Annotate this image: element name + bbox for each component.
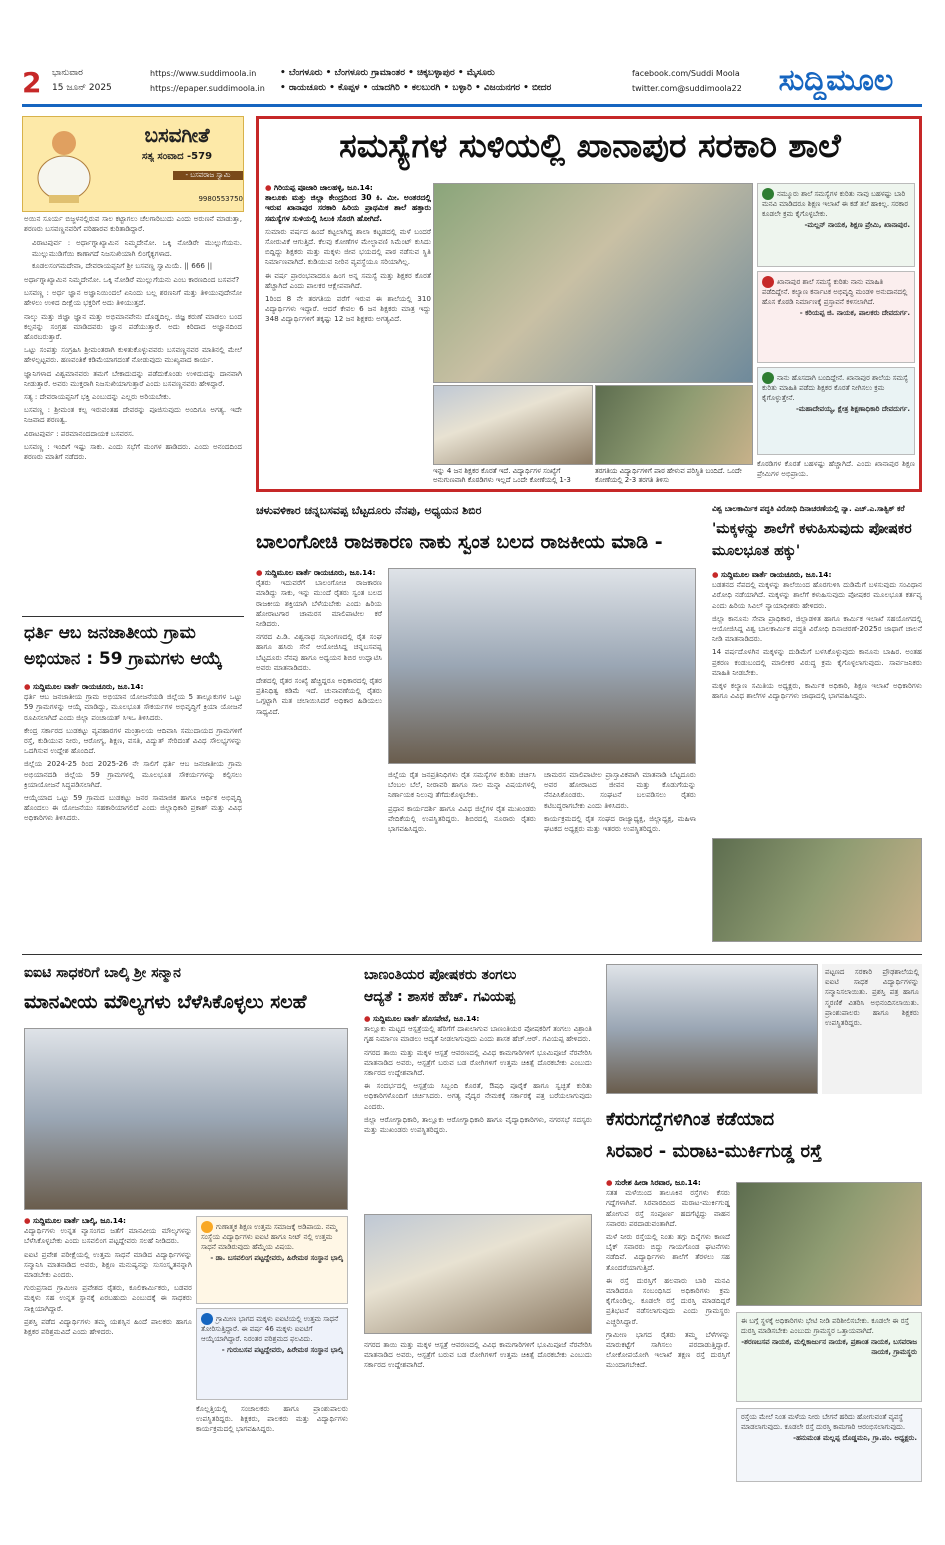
paragraph: ಪ್ರಧಾನ ಕಾರ್ಯದರ್ಶಿ ಹಾಗೂ ವಿವಿಧ ಜಿಲ್ಲೆಗಳ ರೈತ ಮುಖಂಡರು ವೇದಿಕೆಯಲ್ಲಿ ಉಪಸ್ಥಿತರಿದ್ದರು. ಶಿಬಿರದಲ್ಲಿ ನೂರಾರು ರೈತರು ಭಾಗವಹಿಸಿದ್ದರು. <box>388 803 536 834</box>
paragraph: ಬಸವಣ್ಣ : ಇಂದಿಗೆ ಇಷ್ಟು ಸಾಕು. ಎಂದು ಸಭೆಗೆ ಮಂಗಳ ಹಾಡಿದರು. ಎಂದು ಅನಂದದಿಂದ ಶರಣರು ಮಾತಿಗೆ ನಡೆದರು. <box>24 441 242 462</box>
quote-box <box>736 1312 922 1402</box>
balangochi-col2 <box>388 770 536 940</box>
byline: ● ಸುದ್ದಿಮೂಲ ವಾರ್ತೆ ರಾಯಚೂರು, ಜೂ.14: <box>712 570 922 580</box>
page-number: 2 <box>22 66 42 99</box>
social-links <box>632 66 752 96</box>
quote-attribution: - ಡಾ. ಬಸವಲಿಂಗ ಪಟ್ಟದ್ದೇವರು, ಹಿರೇಮಠ ಸಂಸ್ಥಾನ ಭಾಲ್ಕಿ <box>210 1254 343 1262</box>
paragraph: ಜ್ಞಾನಿಗಳಾದ ವಿಶ್ವಮಾನವರು ತಮಗೆ ಬೇಕಾದುದನ್ನು ಪಡೆದುಕೊಂಡು ಉಳಿದುದನ್ನು ದಾನವಾಗಿ ನೀಡುತ್ತಾರೆ. ಅವರು ಮುಕ್ತರಾಗಿ ನಿಜಸುಖಿಯಾಗುತ್ತಾರೆ ಎಂದು ಬಸವಣ್ಣನವರು ಹೇಳಿದ್ದಾರೆ. <box>24 368 242 388</box>
paragraph: ರೈತರು ಇದುವರೆಗೆ ಬಾಲಂಗೋಚಿ ರಾಜಕಾರಣ ಮಾಡಿದ್ದು ಸಾಕು, ಇನ್ನು ಮುಂದೆ ರೈತರು ಸ್ವಂತ ಬಲದ ರಾಜಕೀಯ ಶಕ್ತಿಯಾಗಿ ಬೆಳೆಯಬೇಕು ಎಂದು ಹಿರಿಯ ಹೋರಾಟಗಾರ ಚಾಮರಸ ಮಾಲಿಪಾಟೀಲ ಕರೆ ನೀಡಿದರು. <box>256 578 382 629</box>
quote-icon <box>762 188 774 200</box>
issue-date <box>52 66 142 96</box>
byline: ● ಸುದ್ದಿಮೂಲ ವಾರ್ತೆ ಬಾಲ್ಕಿ, ಜೂ.14: <box>24 1216 192 1226</box>
basavageete-author: - ಬಸವರಾಜ ಸ್ವಾಮಿ <box>173 171 243 180</box>
masthead-logo: ಸುದ್ದಿಮೂಲ <box>778 63 894 98</box>
baninti-col1 <box>364 1014 592 1210</box>
quote-box <box>757 367 915 455</box>
stage-event-photo <box>388 568 696 764</box>
khanapur-text <box>265 183 431 483</box>
paragraph: ವಿದ್ಯಾರ್ಥಿಗಳು ಉನ್ನತ ವ್ಯಾಸಂಗದ ಜತೆಗೆ ಮಾನವೀಯ ಮೌಲ್ಯಗಳನ್ನು ಬೆಳೆಸಿಕೊಳ್ಳಬೇಕು ಎಂದು ಬಸವಲಿಂಗ ಪಟ್ಟದ್ದೇವರು ಸಲಹೆ ನೀಡಿದರು. <box>24 1226 192 1246</box>
school-building-photo <box>433 183 753 383</box>
quote-text: ಈ ಬಗ್ಗೆ ಸ್ಥಳಕ್ಕೆ ಅಧಿಕಾರಿಗಳು ಭೇಟಿ ನೀಡಿ ಪರಿಶೀಲಿಸಬೇಕು. ಕೂಡಲೇ ಈ ರಸ್ತೆ ದುರಸ್ತಿ ಮಾಡಿಸಬೇಕು ಎಂಬುದು ಗ್ರಾಮಸ್ಥರ ಒತ್ತಾಯವಾಗಿದೆ. <box>741 1317 910 1335</box>
makkalanu-kicker: ವಿಶ್ವ ಬಾಲಕಾರ್ಮಿಕ ಪದ್ಧತಿ ವಿರೋಧಿ ದಿನಾಚರಣೆಯಲ್ಲಿ ನ್ಯಾ. ಎಚ್.ಎ.ಸಾತ್ವಿಕ್ ಕರೆ <box>712 504 905 513</box>
quote-text: ನಾನು ಹೊಸದಾಗಿ ಬಂದಿದ್ದೇನೆ. ಖಾನಾಪುರ ಶಾಲೆಯ ಸಮಸ್ಯೆ ಕುರಿತು ಮಾಹಿತಿ ಪಡೆದು ಶಿಕ್ಷಕರ ಕೊರತೆ ನೀಗಿಸಲು ಕ್ರಮ ಕೈಗೊಳ್ಳುತ್ತೇನೆ. <box>762 374 909 402</box>
column-divider <box>22 616 244 617</box>
paragraph: ಬಸವಣ್ಣ : ಶ್ರೀಮಂತ ಕಲ್ಪ ಇರುವಂತಹ ದೇವರನ್ನು ಪೂಜಿಸುವುದು ಅಂದಿಗೂ ಅಗತ್ಯ. ಇದೇ ನಿಜವಾದ ಶರಣತ್ವ. <box>24 405 242 425</box>
paragraph: ಮಳೆ ನೀರು ರಸ್ತೆಯಲ್ಲಿ ನಿಂತು ತಗ್ಗು ದಿನ್ನೆಗಳು ಕಾಣದೆ ಬೈಕ್ ಸವಾರರು ಬಿದ್ದು ಗಾಯಗೊಂಡ ಘಟನೆಗಳು ನಡೆದಿವೆ. ವಿದ್ಯಾರ್ಥಿಗಳು ಶಾಲೆಗೆ ತೆರಳಲು ಸಹ ತೊಂದರೆಯಾಗುತ್ತಿದೆ. <box>606 1232 730 1272</box>
quote-attribution: - ಗುರುಬಸವ ಪಟ್ಟದ್ದೇವರು, ಹಿರೇಮಠ ಸಂಸ್ಥಾನ ಭಾಲ್ಕಿ <box>221 1346 343 1354</box>
khanapur-box <box>256 116 922 492</box>
quote-icon <box>201 1313 213 1325</box>
damaged-ceiling-photo <box>595 385 753 465</box>
felicitation-photo <box>24 1028 348 1210</box>
paragraph: ಕೇಂದ್ರ ಸರ್ಕಾರದ ಬುಡಕಟ್ಟು ವ್ಯವಹಾರಗಳ ಮಂತ್ರಾಲಯ ಆದಿವಾಸಿ ಸಮುದಾಯದ ಗ್ರಾಮಗಳಿಗೆ ರಸ್ತೆ, ಕುಡಿಯುವ ನೀರು, ಆರೋಗ್ಯ, ಶಿಕ್ಷಣ, ವಸತಿ, ವಿದ್ಯುತ್ ಸೇರಿದಂತೆ ವಿವಿಧ ಸೌಲಭ್ಯಗಳನ್ನು ಒದಗಿಸುವ ಉದ್ದೇಶ ಹೊಂದಿದೆ. <box>24 725 242 756</box>
paragraph: ಪ್ರಶಸ್ತಿ ಪಡೆದ ವಿದ್ಯಾರ್ಥಿಗಳು ತಮ್ಮ ಯಶಸ್ಸಿನ ಹಿಂದೆ ಪಾಲಕರು ಹಾಗೂ ಶಿಕ್ಷಕರ ಪರಿಶ್ರಮವಿದೆ ಎಂದು ಹೇಳಿದರು. <box>24 1316 192 1337</box>
paragraph: ದೇಶದಲ್ಲಿ ರೈತರ ಸಂಖ್ಯೆ ಹೆಚ್ಚಿದ್ದರೂ ಅಧಿಕಾರದಲ್ಲಿ ರೈತರ ಪ್ರತಿನಿಧಿತ್ವ ಕಡಿಮೆ ಇದೆ. ಚುನಾವಣೆಯಲ್ಲಿ ರೈತರು ಒಗ್ಗಟ್ಟಾಗಿ ಮತ ಚಲಾಯಿಸಿದರೆ ಅಧಿಕಾರ ಹಿಡಿಯಲು ಸಾಧ್ಯವಿದೆ. <box>256 676 382 716</box>
baninti-col2: ನಗರದ ತಾಯಿ ಮತ್ತು ಮಕ್ಕಳ ಆಸ್ಪತ್ರೆ ಆವರಣದಲ್ಲಿ ವಿವಿಧ ಕಾಮಗಾರಿಗಳಿಗೆ ಭೂಮಿಪೂಜೆ ನೆರವೇರಿಸಿ ಮಾತನಾಡಿದ ಅವರು, ಆಸ್ಪತ್ರೆಗೆ ಬರುವ ಬಡ ರೋಗಿಗಳಿಗೆ ಉತ್ತಮ ಚಿಕಿತ್ಸೆ ದೊರಕಬೇಕು ಎಂಬುದು ಸರ್ಕಾರದ ಉದ್ದೇಶವಾಗಿದೆ. <box>364 1340 592 1370</box>
iit-headline: ಮಾನವೀಯ ಮೌಲ್ಯಗಳು ಬೆಳೆಸಿಕೊಳ್ಳಲು ಸಲಹೆ <box>24 991 307 1013</box>
paragraph: ನಗರದ ಪಿ.ಡಿ. ವಿಶ್ವನಾಥ ಸಭಾಂಗಣದಲ್ಲಿ ರೈತ ಸಂಘ ಹಾಗೂ ಹಸಿರು ಸೇನೆ ಆಯೋಜಿಸಿದ್ದ ಚನ್ನಬಸವಪ್ಪ ಬೆಟ್ಟದೂರು ನೆನಪು ಹಾಗೂ ಅಧ್ಯಯನ ಶಿಬಿರ ಉದ್ಘಾಟಿಸಿ ಅವರು ಮಾತನಾಡಿದರು. <box>256 632 382 672</box>
basavageete-body <box>24 214 242 612</box>
paragraph: ಜಿಲ್ಲೆಯ 2024-25 ರಿಂದ 2025-26 ನೇ ಸಾಲಿಗೆ ಧರ್ತಿ ಆಬ ಜನಜಾತೀಯ ಗ್ರಾಮ ಅಭಿಯಾನದಡಿ ಜಿಲ್ಲೆಯ 59 ಗ್ರಾಮಗಳಲ್ಲಿ ಮೂಲಭೂತ ಸೌಕರ್ಯಗಳನ್ನು ಕಲ್ಪಿಸಲು ಕ್ರಿಯಾಯೋಜನೆ ಸಿದ್ಧಪಡಿಸಲಾಗಿದೆ. <box>24 759 242 789</box>
paragraph: ಈ ವರ್ಷ ಪ್ರಾರಂಭವಾದರೂ ಹಿಂಗ ಅನ್ನ ಸಮಸ್ಯೆ ಮತ್ತು ಶಿಕ್ಷಕರ ಕೊರತೆ ಹೆಚ್ಚಾಗಿದೆ ಎಂದು ಪಾಲಕರ ಆಕ್ಷೇಪವಾಗಿದೆ. <box>265 270 431 290</box>
quote-text: ಖಾನಾಪುರ ಶಾಲೆ ಸಮಸ್ಯೆ ಕುರಿತು ನಾನು ಮಾಹಿತಿ ಪಡೆದಿದ್ದೇನೆ. ಕಲ್ಯಾಣ ಕರ್ನಾಟಕ ಅಭಿವೃದ್ಧಿ ಮಂಡಳಿ ಅನುದಾನದಲ್ಲಿ ಹೊಸ ಕೊಠಡಿ ನಿರ್ಮಾಣಕ್ಕೆ ಪ್ರಸ್ತಾವನೆ ಕಳಿಸಲಾಗಿದೆ. <box>762 278 908 306</box>
quote-text: ನಮ್ಮೂರು ಶಾಲೆ ಸಮಸ್ಯೆಗಳ ಕುರಿತು ನಾವು ಬಹಳಷ್ಟು ಬಾರಿ ಮನವಿ ಮಾಡಿದರೂ ಶಿಕ್ಷಣ ಇಲಾಖೆ ಈ ಕಡೆ ತಲೆ ಹಾಕಿಲ್ಲ. ಸರಕಾರ ಕೂಡಲೇ ಕ್ರಮ ಕೈಗೊಳ್ಳಬೇಕು. <box>762 190 909 218</box>
paragraph: ಬಡತನದ ನೆಪದಲ್ಲಿ ಮಕ್ಕಳನ್ನು ಶಾಲೆಯಿಂದ ಹೊರಗುಳಿಸಿ ದುಡಿಮೆಗೆ ಬಳಸುವುದು ಸಂವಿಧಾನ ವಿರೋಧಿ ನಡೆಯಾಗಿದೆ. ಮಕ್ಕಳನ್ನು ಶಾಲೆಗೆ ಕಳುಹಿಸುವುದು ಪೋಷಕರ ಮೂಲಭೂತ ಕರ್ತವ್ಯ ಎಂದು ಹಿರಿಯ ಸಿವಿಲ್ ನ್ಯಾಯಾಧೀಶರು ಹೇಳಿದರು. <box>712 580 922 610</box>
paragraph: ಅರ್ಧಾಗ್ನಾಖ್ಯಾಮಿನ ನಿಮ್ಮದೇನೋ. ಒಕ್ಕಿ ನೋಡಿರೆ ಮುಲ್ಲುಗೆಯನು ಎಂಬ ಕಾರಣದಿಂದ ಬಸವನೆ? <box>24 275 240 285</box>
paragraph: ಜಿಲ್ಲೆಯ ರೈತ ಜನಪ್ರತಿನಿಧಿಗಳು ರೈತ ಸಮಸ್ಯೆಗಳ ಕುರಿತು ಚರ್ಚಿಸಿ ಬೆಂಬಲ ಬೆಲೆ, ನೀರಾವರಿ ಹಾಗೂ ಸಾಲ ಮನ್ನಾ ವಿಷಯಗಳಲ್ಲಿ ನಿರ್ಣಾಯಕ ನಿಲುವು ತೆಗೆದುಕೊಳ್ಳಬೇಕು. <box>388 770 536 800</box>
paragraph: ಗ್ರಾಮೀಣ ಭಾಗದ ರೈತರು ತಮ್ಮ ಬೆಳೆಗಳನ್ನು ಮಾರುಕಟ್ಟೆಗೆ ಸಾಗಿಸಲು ಪರದಾಡುತ್ತಿದ್ದಾರೆ. ಲೋಕೋಪಯೋಗಿ ಇಲಾಖೆ ತಕ್ಷಣ ರಸ್ತೆ ದುರಸ್ತಿಗೆ ಮುಂದಾಗಬೇಕಿದೆ. <box>606 1329 730 1370</box>
quote-box <box>196 1308 348 1400</box>
makkalanu-headline: 'ಮಕ್ಕಳನ್ನು ಶಾಲೆಗೆ ಕಳುಹಿಸುವುದು ಪೋಷಕರ ಮೂಲಭೂತ ಹಕ್ಕು' <box>712 521 912 559</box>
quote-icon <box>762 276 774 288</box>
balangochi-col1 <box>256 568 382 938</box>
cities-row: • ಬೆಂಗಳೂರು • ಬೆಂಗಳೂರು ಗ್ರಾಮಾಂತರ • ಚಿಕ್ಕಬಳ್ಳಾಪುರ • ಮೈಸೂರು <box>280 68 495 78</box>
photo-caption: ತರಗತಿಯ ವಿದ್ಯಾರ್ಥಿಗಳಿಗೆ ಪಾಠ ಹೇಳುವ ಪರಿಸ್ಥಿತಿ ಬಂದಿದೆ. ಒಂದೇ ಕೋಣೆಯಲ್ಲಿ 2-3 ತರಗತಿ ತಿಳಿಸು <box>595 467 753 487</box>
header-rule <box>22 104 922 107</box>
baninti-kicker: ಬಾಣಂತಿಯರ ಪೋಷಕರು ತಂಗಲು <box>364 967 517 983</box>
paragraph: 1ರಿಂದ 8 ನೇ ತರಗತಿಯ ವರೆಗೆ ಇರುವ ಈ ಶಾಲೆಯಲ್ಲಿ 310 ವಿದ್ಯಾರ್ಥಿಗಳು ಇದ್ದಾರೆ. ಆದರೆ ಕೇವಲ 6 ಜನ ಶಿಕ್ಷಕರು ಮಾತ್ರ ಇದ್ದು 348 ವಿದ್ಯಾರ್ಥಿಗಳಿಗೆ ತಕ್ಕಷ್ಟು 12 ಜನ ಶಿಕ್ಷಕರು ಅಗತ್ಯವಿದೆ. <box>265 294 431 324</box>
paragraph: ಸತ್ಯ : ದೇವರಾಯಪ್ಪನಿಗೆ ಭಕ್ತಿ ಎಂಬುದನ್ನು ಎಲ್ಲರು ಅರಿಯಬೇಕು. <box>24 392 171 402</box>
quote-attribution: -ಮಲ್ಲನ್ ನಾಯಕ, ಶಿಕ್ಷಣ ಪ್ರೇಮಿ, ಖಾನಾಪುರ. <box>804 221 910 229</box>
verse: ವಿರಾಟಪುರ್ವ : ಅರ್ಧಾಗ್ನಾಖ್ಯಾಮಿನ ನಿಮ್ಮದೇನೋ. ಒಕ್ಕಿ ನೋಡಿರೇ ಮುಲ್ಲುಗೆಯನು. ಮುಲ್ಲುಮುಡಿಗೆಯಿ ಕಾಣಾಗದೆ ನಿಜಸುಖಿಯಾಗಿ ಲಿಂಗೈಕ್ಯಗಳಾದ. <box>32 238 242 258</box>
issue-date-text: 15 ಜೂನ್ 2025 <box>52 83 112 93</box>
paragraph: ಆಯ್ಕೆಯಾದ ಒಟ್ಟು 59 ಗ್ರಾಮದ ಬುಡಕಟ್ಟು ಜನರ ಸಾಮಾಜಿಕ ಹಾಗೂ ಆರ್ಥಿಕ ಅಭಿವೃದ್ಧಿ ಹೊಂದಲು ಈ ಯೋಜನೆಯು ಸಹಕಾರಿಯಾಗಲಿದೆ ಎಂದು ಜಿಲ್ಲಾಧಿಕಾರಿ ಪ್ರಕಾಶ್ ಮತ್ತು ವಿವಿಧ ಅಧಿಕಾರಿಗಳು ತಿಳಿಸಿದರು. <box>24 793 242 823</box>
quote-attribution: -ಶರಣಬಸವ ನಾಯಕ, ಮಲ್ಲಿಕಾರ್ಜುನ ನಾಯಕ, ಪ್ರಶಾಂತ ನಾಯಕ, ಬಸವರಾಜ ನಾಯಕ, ಗ್ರಾಮಸ್ಥರು <box>741 1338 917 1356</box>
issue-day: ಭಾನುವಾರ <box>52 68 83 78</box>
paragraph: ಬಸವಣ್ಣ : ಅರ್ಧ ಜ್ಞಾನ ಅಜ್ಞಾನಿಯಿಂದಲೆ ಏನಿಂದು ಬಲ್ಲ ಶರಣನಿಗೆ ಮತ್ತು ತಿಳಿಯುವುದೇನೋ ಹೇಳಲು ಉಳಿದ ದೀಕ್ಷೆಯ ಭಕ್ತರಿಗೆ ಅದು ತಿಳಿಯುತ್ತದೆ. <box>24 288 242 308</box>
facebook-link[interactable]: facebook.com/Suddi Moola <box>632 69 740 78</box>
site-link[interactable]: https://www.suddimoola.in <box>150 69 257 78</box>
quote-box <box>196 1216 348 1304</box>
byline: ● ಸುರೇಶ ಹೀರಾ ಸಿರವಾರ, ಜೂ.14: <box>606 1178 730 1188</box>
paragraph: ನಗರದ ತಾಯಿ ಮತ್ತು ಮಕ್ಕಳ ಆಸ್ಪತ್ರೆ ಆವರಣದಲ್ಲಿ ವಿವಿಧ ಕಾಮಗಾರಿಗಳಿಗೆ ಭೂಮಿಪೂಜೆ ನೆರವೇರಿಸಿ ಮಾತನಾಡಿದ ಅವರು, ಆಸ್ಪತ್ರೆಗೆ ಬರುವ ಬಡ ರೋಗಿಗಳಿಗೆ ಉತ್ತಮ ಚಿಕಿತ್ಸೆ ದೊರಕಬೇಕು ಎಂಬುದು ಸರ್ಕಾರದ ಉದ್ದೇಶವಾಗಿದೆ. <box>364 1047 592 1078</box>
quote-box <box>736 1408 922 1482</box>
saint-illustration <box>29 123 99 207</box>
paragraph: ಅಯಿನ ಸೂರ್ಯ ಬಿಜ್ಜಳನಲ್ಲಿರುವ ಸಾಲ ಕಟ್ಟಾಗಲು ಚೆಲಗಾರಿಬುದು ಎಂದು ಅರುಣನೆ ಮಾಡುತ್ತಾ, ಶರಣರು ಬಸವಣ್ಣನವರಿಗೆ ಪರಿಹಾರವ ಕುರಿತಾಡಿದ್ದಾರೆ. <box>24 214 242 234</box>
basavageete-subtitle: ಸತ್ಯ ಸಂವಾದ -579 <box>141 151 213 162</box>
baninti-headline: ಆದ್ಯತೆ : ಶಾಸಕ ಹೆಚ್. ಗವಿಯಪ್ಪ <box>364 989 515 1005</box>
basavageete-box <box>22 116 244 212</box>
epaper-link[interactable]: https://epaper.suddimoola.in <box>150 84 265 93</box>
quote-icon <box>201 1221 213 1233</box>
balangochi-kicker: ಚಳುವಳಿಕಾರ ಚನ್ನಬಸವಪ್ಪ ಬೆಟ್ಟದೂರು ನೆನಪು, ಅಧ್ಯಯನ ಶಿಬಿರ <box>256 504 482 517</box>
cracked-wall-photo <box>433 385 593 465</box>
site-links <box>150 66 270 96</box>
paragraph: ಸತತ ಮಳೆಯಿಂದ ತಾಲೂಕಿನ ರಸ್ತೆಗಳು ಕೆಸರು ಗದ್ದೆಗಳಾಗಿವೆ. ಸಿರವಾರದಿಂದ ಮರಾಟ-ಮುರ್ಕಿಗುಡ್ಡ ಹೋಗುವ ರಸ್ತೆ ಸಂಪೂರ್ಣ ಹದಗೆಟ್ಟಿದ್ದು ವಾಹನ ಸವಾರರು ಪರದಾಡುವಂತಾಗಿದೆ. <box>606 1188 730 1228</box>
byline: ● ಸುದ್ದಿಮೂಲ ವಾರ್ತೆ ರಾಯಚೂರು, ಜೂ.14: <box>256 568 382 578</box>
paragraph: ಜಿಲ್ಲಾ ಕಾನೂನು ಸೇವಾ ಪ್ರಾಧಿಕಾರ, ಜಿಲ್ಲಾಡಳಿತ ಹಾಗೂ ಕಾರ್ಮಿಕ ಇಲಾಖೆ ಸಹಯೋಗದಲ್ಲಿ ಆಯೋಜಿಸಿದ್ದ ವಿಶ್ವ ಬಾಲಕಾರ್ಮಿಕ ಪದ್ಧತಿ ವಿರೋಧಿ ದಿನಾಚರಣೆ-2025ರ ಜಾಥಾಗೆ ಚಾಲನೆ ನೀಡಿ ಮಾತನಾಡಿದರು. <box>712 613 922 644</box>
muddy-road-photo <box>736 1182 922 1306</box>
paragraph: ವಿರಾಟಪುರ್ವ : ಪರಮಾನಂದದಾಯಕ ಬಸವರಸ. <box>24 428 135 438</box>
group-photo-caption: ಪಟ್ಟಣದ ಸರಕಾರಿ ಪ್ರೌಢಶಾಲೆಯಲ್ಲಿ ಐಐಟಿ ಸಾಧಕ ವಿದ್ಯಾರ್ಥಿಗಳನ್ನು ಸನ್ಮಾನಿಸಲಾಯಿತು. ಪ್ರಶಸ್ತಿ ಪತ್ರ ಹಾಗೂ ಸ್ಮರಣಿಕೆ ವಿತರಿಸಿ ಅಭಿನಂದಿಸಲಾಯಿತು. ಪ್ರಾಂಶುಪಾಲರು ಹಾಗೂ ಶಿಕ್ಷಕರು ಉಪಸ್ಥಿತರಿದ್ದರು. <box>822 964 922 1094</box>
byline: ● ಸುದ್ದಿಮೂಲ ವಾರ್ತೆ ಹೊಸಪೇಟೆ, ಜೂ.14: <box>364 1014 592 1024</box>
kesaru-headline-2: ಸಿರವಾರ - ಮರಾಟ-ಮುರ್ಕಿಗುಡ್ಡ ರಸ್ತೆ <box>606 1141 822 1162</box>
paragraph: ನಾಲ್ಕು ಮತ್ತು ಜಿಜ್ಞಾ ಜ್ಞಾನ ಮತ್ತು ಅಭಿಮಾನವೇನು ದೊಡ್ಡದಿಲ್ಲ. ಜಿಜ್ಞ ಕರುಣೆ ಮಾಡಲು ಬಂದ ಕಲ್ಪನನ್ನು ಸಂಗ್ರಹ ಮಾಡಿದವರು ಜ್ಞಾನ ಪಡೆಯುತ್ತಾರೆ. ಅದು ಕಿರಿದಾದ ಅಜ್ಞಾನದಿಂದ ಹೊರಬರುತ್ತಾರೆ. <box>24 311 242 342</box>
paragraph: ಧರ್ತಿ ಆಬ ಜನಜಾತೀಯ ಗ್ರಾಮ ಅಭಿಯಾನ ಯೋಜನೆಯಡಿ ಜಿಲ್ಲೆಯ 5 ತಾಲ್ಲೂಕುಗಳ ಒಟ್ಟು 59 ಗ್ರಾಮಗಳನ್ನು ಆಯ್ಕೆ ಮಾಡಿದ್ದು, ಮೂಲಭೂತ ಸೌಕರ್ಯಗಳ ಅಭಿವೃದ್ಧಿಗೆ ಕ್ರಿಯಾ ಯೋಜನೆ ರೂಪಿಸಲಾಗಿದೆ ಎಂದು ಜಿಲ್ಲಾ ಪಂಚಾಯತ್ ಸಿಇಒ ತಿಳಿಸಿದರು. <box>24 692 242 722</box>
quote-attribution: -ಹನುಮಂತ ಮಲ್ಲಪ್ಪ ದೊಡ್ಡಮನಿ, ಗ್ರಾ.ಪಂ. ಅಧ್ಯಕ್ಷರು. <box>793 1434 917 1442</box>
khanapur-closing: ಕೊಠಡಿಗಳ ಕೊರತೆ ಬಹಳಷ್ಟು ಹೆಚ್ಚಾಗಿದೆ. ಎಂದು ಖಾನಾಪುರ ಶಿಕ್ಷಣ ಪ್ರೇಮಿಗಳ ಅಭಿಪ್ರಾಯ. <box>757 459 915 479</box>
paragraph: ಕಾರ್ಯಕ್ರಮದಲ್ಲಿ ರೈತ ಸಂಘದ ರಾಜ್ಯಾಧ್ಯಕ್ಷ, ಜಿಲ್ಲಾಧ್ಯಕ್ಷ, ಮಹಿಳಾ ಘಟಕದ ಅಧ್ಯಕ್ಷರು ಮತ್ತು ಇತರರು ಉಪಸ್ಥಿತರಿದ್ದರು. <box>544 813 696 834</box>
balangochi-col3 <box>544 770 696 940</box>
quote-box <box>757 183 915 267</box>
dharti-headline: ಧರ್ತಿ ಆಬ ಜನಜಾತೀಯ ಗ್ರಾಮ ಅಭಿಯಾನ : 59 ಗ್ರಾಮಗಳು ಆಯ್ಕೆ <box>24 623 223 669</box>
kesaru-col1 <box>606 1178 730 1538</box>
paragraph: ಜಿಲ್ಲಾ ಆರೋಗ್ಯಾಧಿಕಾರಿ, ತಾಲ್ಲೂಕು ಆರೋಗ್ಯಾಧಿಕಾರಿ ಹಾಗೂ ವೈದ್ಯಾಧಿಕಾರಿಗಳು, ನಗರಸಭೆ ಸದಸ್ಯರು ಮತ್ತು ಮುಖಂಡರು ಉಪಸ್ಥಿತರಿದ್ದರು. <box>364 1114 592 1135</box>
paragraph: ಮಕ್ಕಳ ಕಲ್ಯಾಣ ಸಮಿತಿಯ ಅಧ್ಯಕ್ಷರು, ಕಾರ್ಮಿಕ ಅಧಿಕಾರಿ, ಶಿಕ್ಷಣ ಇಲಾಖೆ ಅಧಿಕಾರಿಗಳು ಹಾಗೂ ವಿವಿಧ ಶಾಲೆಗಳ ವಿದ್ಯಾರ್ಥಿಗಳು ಜಾಥಾದಲ್ಲಿ ಭಾಗವಹಿಸಿದ್ದರು. <box>712 681 922 701</box>
quote-icon <box>762 372 774 384</box>
iit-closing: ಕೊಲ್ಲತ್ತಿಯಲ್ಲಿ ಸಂಚಾಲಕರು ಹಾಗೂ ಪ್ರಾಂಶುಪಾಲರು ಉಪಸ್ಥಿತರಿದ್ದರು. ಶಿಕ್ಷಕರು, ಪಾಲಕರು ಮತ್ತು ವಿದ್ಯಾರ್ಥಿಗಳು ಕಾರ್ಯಕ್ರಮದಲ್ಲಿ ಭಾಗವಹಿಸಿದ್ದರು. <box>196 1404 348 1434</box>
quote-text: ಗ್ರಾಮೀಣ ಭಾಗದ ಮಕ್ಕಳು ಐಐಟಿಯಲ್ಲಿ ಉತ್ತಮ ಸಾಧನೆ ತೋರಿಸುತ್ತಿದ್ದಾರೆ. ಈ ವರ್ಷ 46 ಮಕ್ಕಳು ಐಐಟಿಗೆ ಆಯ್ಕೆಯಾಗಿದ್ದಾರೆ. ನಿರಂತರ ಪರಿಶ್ರಮದ ಫಲವಿದು. <box>201 1315 339 1343</box>
paragraph: ಒಟ್ಟು ಸಂಪತ್ತು ಸಂಗ್ರಹಿಸಿ ಶ್ರೀಮಂತರಾಗಿ ಕುಳಿತುಕೊಳ್ಳುವವರು ಬಸವಣ್ಣನವರ ಮಾತಿನಲ್ಲಿ ಮೇಲೆ ಹೇಳಲ್ಪಟ್ಟವರು. ಹಣವಂತಿಕೆ ಕಡಿಮೆಯಾಗದಂತೆ ನೋಡುವುದು ಮುಖ್ಯವಾದ ಕಾರ್ಯ. <box>24 345 242 365</box>
paragraph: ತಾಲ್ಲೂಕು ಮಟ್ಟದ ಆಸ್ಪತ್ರೆಯಲ್ಲಿ ಹೆರಿಗೆಗೆ ದಾಖಲಾಗುವ ಬಾಣಂತಿಯರ ಪೋಷಕರಿಗೆ ತಂಗಲು ವಿಶ್ರಾಂತಿ ಗೃಹ ನಿರ್ಮಾಣ ಮಾಡಲು ಆದ್ಯತೆ ನೀಡಲಾಗುವುದು ಎಂದು ಶಾಸಕ ಹೆಚ್.ಆರ್. ಗವಿಯಪ್ಪ ಹೇಳಿದರು. <box>364 1024 592 1044</box>
dharti-body <box>24 682 242 952</box>
photo-caption: ಇನ್ನು 4 ಜನ ಶಿಕ್ಷಕರ ಕೊರತೆ ಇದೆ. ವಿದ್ಯಾರ್ಥಿಗಳ ಸಂಖ್ಯೆಗೆ ಅನುಗುಣವಾಗಿ ಕೊಠಡಿಗಳು ಇಲ್ಲದೆ ಒಂದೇ ಕೋಣೆಯಲ್ಲಿ 1-3 <box>433 467 593 487</box>
inauguration-photo <box>364 1214 592 1334</box>
paragraph: ಚಾಮರಸ ಮಾಲಿಪಾಟೀಲ ಪ್ರಾಸ್ತಾವಿಕವಾಗಿ ಮಾತನಾಡಿ ಬೆಟ್ಟದೂರು ಅವರ ಹೋರಾಟದ ಜೀವನ ಮತ್ತು ಕೊಡುಗೆಯನ್ನು ನೆನಪಿಸಿಕೊಂಡರು. ಸಂಘಟನೆ ಬಲಪಡಿಸಲು ರೈತರು ಕಟಿಬದ್ಧರಾಗಬೇಕು ಎಂದು ತಿಳಿಸಿದರು. <box>544 770 696 810</box>
rally-photo <box>712 838 922 942</box>
quote-text: ಗುಣಾತ್ಮಕ ಶಿಕ್ಷಣ ಉತ್ತಮ ಸಮಾಜಕ್ಕೆ ಅಡಿಪಾಯ. ನಮ್ಮ ಸಂಸ್ಥೆಯ ವಿದ್ಯಾರ್ಥಿಗಳು ಐಐಟಿ ಹಾಗೂ ನೀಟ್ ನಲ್ಲಿ ಉತ್ತಮ ಸಾಧನೆ ಮಾಡಿರುವುದು ಹೆಮ್ಮೆಯ ವಿಷಯ. <box>201 1223 338 1251</box>
paragraph: ಸುಮಾರು ವರ್ಷದ ಹಿಂದೆ ಕಟ್ಟಲಾಗಿದ್ದ ಶಾಲಾ ಕಟ್ಟಡದಲ್ಲಿ ಮಳೆ ಬಂದರೆ ಸೋರುವಿಕೆ ಆಗುತ್ತಿದೆ. ಕೆಲವು ಕೋಣೆಗಳ ಮೇಲ್ಛಾವಣಿ ಸಿಮೆಂಟ್ ಕುಸಿದು ಬಿದ್ದಿದ್ದು ಶಿಕ್ಷಕರು ಮತ್ತು ಮಕ್ಕಳು ಜೀವ ಭಯದಲ್ಲಿ ಪಾಠ ನಡೆಸುವ ಸ್ಥಿತಿ ನಿರ್ಮಾಣವಾಗಿದೆ. ಕುಡಿಯುವ ನೀರಿನ ವ್ಯವಸ್ಥೆಯೂ ಸರಿಯಾಗಿಲ್ಲ. <box>265 226 431 267</box>
paragraph: ಈ ಸಂದರ್ಭದಲ್ಲಿ ಆಸ್ಪತ್ರೆಯ ಸಿಬ್ಬಂದಿ ಕೊರತೆ, ಔಷಧಿ ಪೂರೈಕೆ ಹಾಗೂ ಸ್ವಚ್ಛತೆ ಕುರಿತು ಅಧಿಕಾರಿಗಳೊಂದಿಗೆ ಚರ್ಚಿಸಿದರು. ಅಗತ್ಯ ವೈದ್ಯರ ನೇಮಕಕ್ಕೆ ಸರ್ಕಾರಕ್ಕೆ ಪತ್ರ ಬರೆಯಲಾಗುವುದು ಎಂದರು. <box>364 1081 592 1111</box>
city-editions <box>280 66 630 96</box>
basavageete-title: ಬಸವಗೀತೆ <box>144 123 210 147</box>
paragraph: ಈ ರಸ್ತೆ ದುರಸ್ತಿಗೆ ಹಲವಾರು ಬಾರಿ ಮನವಿ ಮಾಡಿದರೂ ಸಂಬಂಧಿಸಿದ ಅಧಿಕಾರಿಗಳು ಕ್ರಮ ಕೈಗೊಂಡಿಲ್ಲ. ಕೂಡಲೇ ರಸ್ತೆ ದುರಸ್ತಿ ಮಾಡದಿದ್ದರೆ ಪ್ರತಿಭಟನೆ ನಡೆಸಲಾಗುವುದು ಎಂದು ಗ್ರಾಮಸ್ಥರು ಎಚ್ಚರಿಸಿದ್ದಾರೆ. <box>606 1275 730 1326</box>
iit-kicker: ಐಐಟಿ ಸಾಧಕರಿಗೆ ಬಾಲ್ಕಿ ಶ್ರೀ ಸನ್ಮಾನ <box>24 965 181 981</box>
lead-paragraph: ತಾಲೂಕು ಮತ್ತು ಜಿಲ್ಲಾ ಕೇಂದ್ರದಿಂದ 30 ಕಿ. ಮೀ. ಅಂತರದಲ್ಲಿ ಇರುವ ಖಾನಾಪುರ ಸರಕಾರಿ ಹಿರಿಯ ಪ್ರಾಥಮಿಕ ಶಾಲೆ ಹತ್ತಾರು ಸಮಸ್ಯೆಗಳ ಸುಳಿಯಲ್ಲಿ ಸಿಲುಕಿ ಸೊರಗಿ ಹೋಗಿದೆ. <box>265 193 431 223</box>
iit-col1 <box>24 1216 192 1536</box>
paragraph: 14 ವರ್ಷದೊಳಗಿನ ಮಕ್ಕಳನ್ನು ದುಡಿಮೆಗೆ ಬಳಸಿಕೊಳ್ಳುವುದು ಕಾನೂನು ಬಾಹಿರ. ಅಂತಹ ಪ್ರಕರಣ ಕಂಡುಬಂದಲ್ಲಿ ಮಾಲೀಕರ ವಿರುದ್ಧ ಕ್ರಮ ಕೈಗೊಳ್ಳಲಾಗುವುದು. ಸಾರ್ವಜನಿಕರು ಮಾಹಿತಿ ನೀಡಬೇಕು. <box>712 647 922 677</box>
quote-text: ರಸ್ತೆಯ ಮೇಲೆ ನಿಂತ ಮಳೆಯ ನೀರು ಬೇಗನೆ ಹರಿದು ಹೋಗುವಂತೆ ವ್ಯವಸ್ಥೆ ಮಾಡಲಾಗುವುದು. ಕೂಡಲೇ ರಸ್ತೆ ದುರಸ್ತಿ ಕಾಮಗಾರಿ ಆರಂಭಿಸಲಾಗುವುದು. <box>741 1413 906 1431</box>
quote-attribution: - ಕರಿಯಪ್ಪ ಜಿ. ನಾಯಕ, ಪಾಲಕರು ದೇವದುರ್ಗ. <box>799 309 910 317</box>
group-photo <box>606 964 818 1094</box>
paragraph: ಗುರುಪ್ರಸಾದ ಗ್ರಾಮೀಣ ಪ್ರವೇಶದ ರೈತರು, ಕೂಲಿಕಾರ್ಮಿಕರು, ಬಡವರ ಮಕ್ಕಳು ಸಹ ಉನ್ನತ ಸ್ಥಾನಕ್ಕೆ ಏರಬಹುದು ಎಂಬುದಕ್ಕೆ ಈ ಸಾಧಕರು ಸಾಕ್ಷಿಯಾಗಿದ್ದಾರೆ. <box>24 1283 192 1313</box>
basavageete-phone: 9980553750 <box>198 195 243 203</box>
makkalanu-body <box>712 570 922 832</box>
cities-row: • ರಾಯಚೂರು • ಕೊಪ್ಪಳ • ಯಾದಗಿರಿ • ಕಲಬುರಗಿ • ಬಳ್ಳಾರಿ • ವಿಜಯನಗರ • ಬೀದರ <box>280 83 552 93</box>
verse: ಕೂಡಲಸಂಗಮದೇವಾ, ದೇವರಾಯಪ್ಪನಿಗೆ ಶ್ರೀ ಬಸವಣ್ಣ ಸ್ವಾಮಿಯೆ. || 666 || <box>32 260 213 270</box>
quote-box <box>757 271 915 363</box>
byline: ● ಸುದ್ದಿಮೂಲ ವಾರ್ತೆ ರಾಯಚೂರು, ಜೂ.14: <box>24 682 242 692</box>
quote-attribution: -ಮಹಾದೇವಯ್ಯ, ಕ್ಷೇತ್ರ ಶಿಕ್ಷಣಾಧಿಕಾರಿ ದೇವದುರ್ಗ. <box>795 405 910 413</box>
byline: ● ಗಿರಿಯಪ್ಪ ಪೂಜಾರಿ ಜಾಲಹಳ್ಳಿ, ಜೂ.14: <box>265 183 431 193</box>
khanapur-headline: ಸಮಸ್ಯೆಗಳ ಸುಳಿಯಲ್ಲಿ ಖಾನಾಪುರ ಸರಕಾರಿ ಶಾಲೆ <box>339 126 841 165</box>
section-divider <box>22 954 922 955</box>
paragraph: ಐಐಟಿ ಪ್ರವೇಶ ಪರೀಕ್ಷೆಯಲ್ಲಿ ಉತ್ತಮ ಸಾಧನೆ ಮಾಡಿದ ವಿದ್ಯಾರ್ಥಿಗಳನ್ನು ಸನ್ಮಾನಿಸಿ ಮಾತನಾಡಿದ ಅವರು, ಶಿಕ್ಷಣ ಮನುಷ್ಯನನ್ನು ಸುಸಂಸ್ಕೃತನನ್ನಾಗಿ ಮಾಡಬೇಕು ಎಂದರು. <box>24 1249 192 1280</box>
balangochi-headline: ಬಾಲಂಗೋಚಿ ರಾಜಕಾರಣ ನಾಕು ಸ್ವಂತ ಬಲದ ರಾಜಕೀಯ ಮಾಡಿ - <box>256 531 663 553</box>
kesaru-headline-1: ಕೆಸರುಗದ್ದೆಗಳಿಗಿಂತ ಕಡೆಯಾದ <box>606 1109 775 1130</box>
twitter-link[interactable]: twitter.com@suddimoola22 <box>632 84 742 93</box>
